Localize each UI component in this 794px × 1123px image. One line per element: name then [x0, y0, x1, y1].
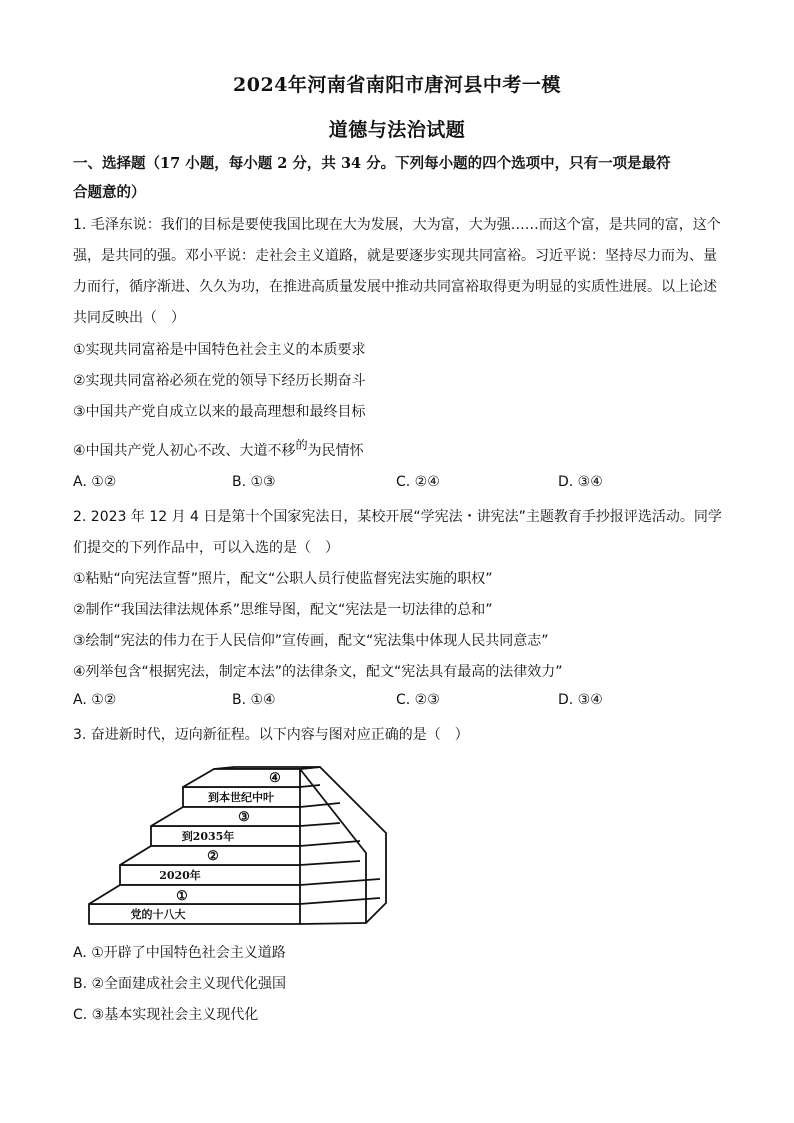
q1-item-2: ②实现共同富裕必须在党的领导下经历长期奋斗 — [73, 373, 366, 389]
stair-4-tread — [183, 769, 300, 787]
q3-option-b[interactable]: B. ②全面建成社会主义现代化强国 — [73, 976, 287, 992]
q2-option-a[interactable]: A. ①② — [73, 692, 117, 708]
q1-item-4-text-b: 为民情怀 — [307, 443, 364, 459]
q1-item-4 — [73, 440, 364, 460]
q2-item-2: ②制作“我国法律法规体系”思维导图，配文“宪法是一切法律的总和” — [73, 602, 493, 618]
page-title: 2024年河南省南阳市唐河县中考一模 — [233, 74, 561, 96]
q3-option-a[interactable]: A. ①开辟了中国特色社会主义道路 — [73, 945, 286, 961]
stair-2-front — [120, 865, 300, 885]
q2-stem-line-1: 2. 2023 年 12 月 4 日是第十个国家宪法日，某校开展“学宪法・讲宪法”主题教育手抄报评选活动。同学 — [73, 509, 722, 525]
q2-option-c[interactable]: C. ②③ — [396, 692, 440, 708]
stair-3-label: 到2035年 — [181, 830, 235, 843]
stair-4-label: 到本世纪中叶 — [208, 791, 274, 804]
q1-stem-line-3: 力而行，循序渐进、久久为功，在推进高质量发展中推动共同富裕取得更为明显的实质性进展。以上论述 — [73, 279, 717, 295]
q1-stem-line-1: 1. 毛泽东说：我们的目标是要使我国比现在大为发展，大为富，大为强……而这个富，是共同的富，这个 — [73, 217, 721, 233]
q1-option-c[interactable]: C. ②④ — [396, 474, 440, 490]
q2-stem-line-2: 们提交的下列作品中，可以入选的是（ ） — [73, 540, 339, 556]
q2-item-3: ③绘制“宪法的伟力在于人民信仰”宣传画，配文“宪法集中体现人民共同意志” — [73, 633, 549, 649]
section-heading-line-2: 合题意的） — [73, 184, 146, 201]
q1-item-4-sup: 的 — [295, 438, 308, 452]
q1-item-1: ①实现共同富裕是中国特色社会主义的本质要求 — [73, 342, 366, 358]
stair-3-number: ③ — [238, 810, 250, 825]
q1-item-4-text-a: ④中国共产党人初心不改、大道不移 — [73, 443, 296, 459]
q1-option-d[interactable]: D. ③④ — [558, 474, 603, 490]
section-heading-line-1: 一、选择题（17 小题，每小题 2 分，共 34 分。下列每小题的四个选项中，只有一项是最符 — [73, 155, 671, 172]
stair-1-tread — [89, 885, 300, 904]
page-subtitle: 道德与法治试题 — [328, 119, 466, 141]
stair-2-number: ② — [207, 849, 219, 864]
stair-1-front — [89, 904, 300, 924]
q1-stem-line-4: 共同反映出（ ） — [73, 310, 185, 326]
q2-option-b[interactable]: B. ①④ — [232, 692, 276, 708]
stair-1-label: 党的十八大 — [130, 908, 186, 921]
q1-item-3: ③中国共产党自成立以来的最高理想和最终目标 — [73, 404, 366, 420]
staircase-figure — [86, 763, 396, 931]
q1-option-a[interactable]: A. ①② — [73, 474, 117, 490]
stair-4-number: ④ — [269, 771, 281, 786]
q1-option-b[interactable]: B. ①③ — [232, 474, 276, 490]
stair-3-tread — [151, 807, 300, 826]
q1-stem-line-2: 强，是共同的强。邓小平说：走社会主义道路，就是要逐步实现共同富裕。习近平说：坚持尽力而为、量 — [73, 248, 717, 264]
q2-item-4: ④列举包含“根据宪法，制定本法”的法律条文，配文“宪法具有最高的法律效力” — [73, 664, 563, 680]
q3-option-c[interactable]: C. ③基本实现社会主义现代化 — [73, 1007, 259, 1023]
q2-option-d[interactable]: D. ③④ — [558, 692, 603, 708]
stair-2-label: 2020年 — [159, 869, 201, 882]
q3-stem: 3. 奋进新时代，迈向新征程。以下内容与图对应正确的是（ ） — [73, 727, 469, 743]
q2-item-1: ①粘贴“向宪法宣誓”照片，配文“公职人员行使监督宪法实施的职权” — [73, 571, 493, 587]
stair-1-number: ① — [176, 889, 188, 904]
